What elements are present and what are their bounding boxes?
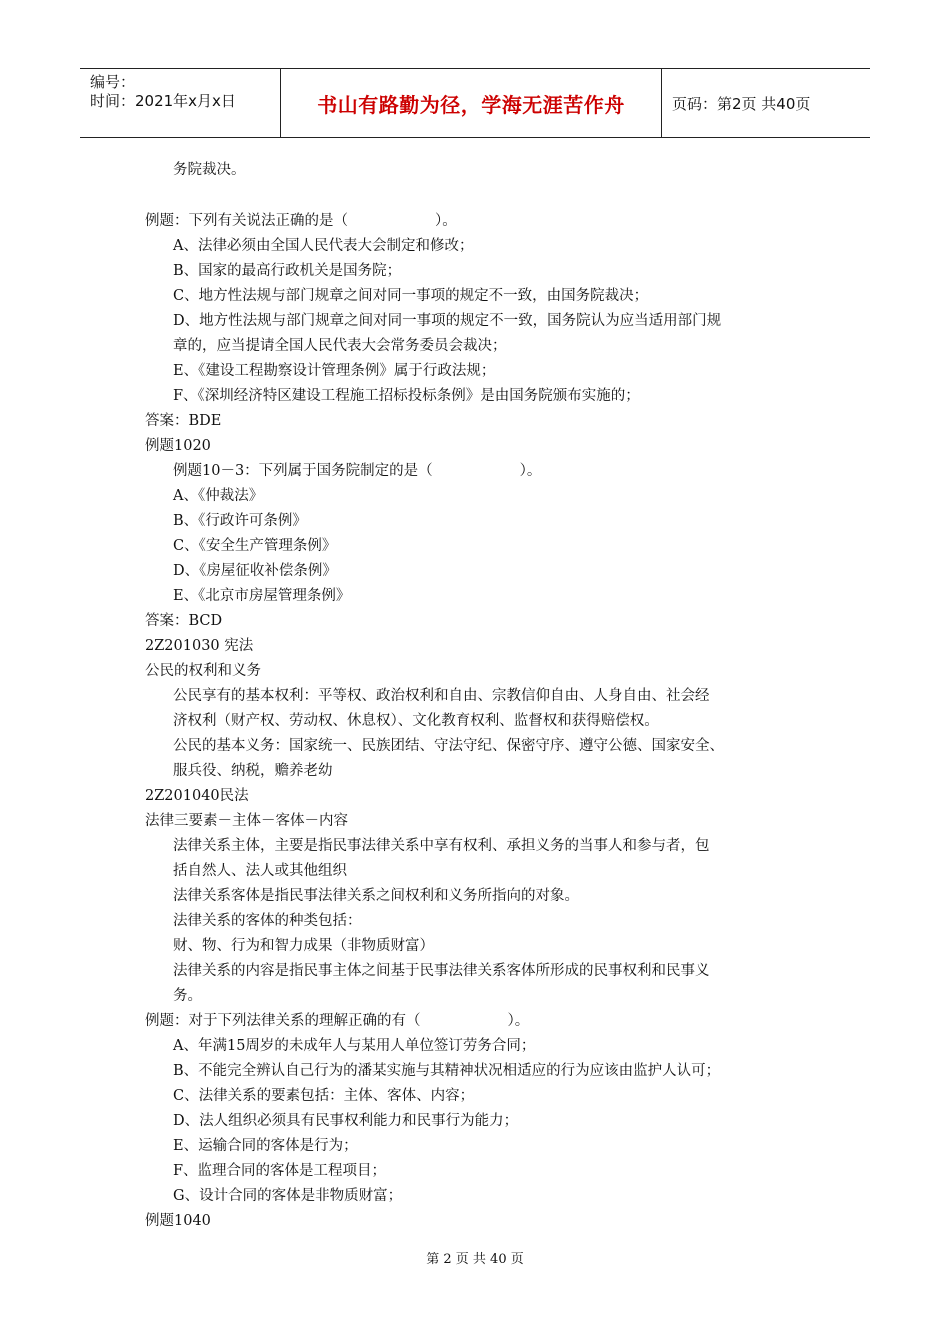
example-heading: 例题1020 — [145, 438, 211, 454]
option-line: E、《北京市房屋管理条例》 — [173, 588, 351, 604]
document-number-label: 编号： — [90, 73, 136, 91]
body-line: 法律关系的客体的种类包括： — [173, 913, 362, 929]
option-line: F、监理合同的客体是工程项目； — [173, 1163, 387, 1179]
option-line: C、《安全生产管理条例》 — [173, 538, 337, 554]
option-line: B、不能完全辨认自己行为的潘某实施与其精神状况相适应的行为应该由监护人认可； — [173, 1063, 721, 1079]
option-line: A、年满15周岁的未成年人与某用人单位签订劳务合同； — [173, 1038, 536, 1054]
header-page-info: 页码：第2页 共40页 — [672, 94, 811, 113]
option-line: C、法律关系的要素包括：主体、客体、内容； — [173, 1088, 475, 1104]
body-line: 公民享有的基本权利：平等权、政治权利和自由、宗教信仰自由、人身自由、社会经 — [173, 688, 710, 704]
body-line: 法律关系的内容是指民事主体之间基于民事法律关系客体所形成的民事权利和民事义 — [173, 963, 710, 979]
body-line: 服兵役、纳税，赡养老幼 — [173, 763, 333, 779]
header-meta-cell — [80, 69, 281, 137]
option-line: D、法人组织必须具有民事权利能力和民事行为能力； — [173, 1113, 519, 1129]
footer-page-number: 第 2 页 共 40 页 — [426, 1252, 524, 1267]
option-line: F、《深圳经济特区建设工程施工招标投标条例》是由国务院颁布实施的； — [173, 388, 640, 404]
option-line: D、《房屋征收补偿条例》 — [173, 563, 337, 579]
example-heading: 例题1040 — [145, 1213, 211, 1229]
body-line: 务。 — [173, 988, 202, 1004]
option-line: E、运输合同的客体是行为； — [173, 1138, 358, 1154]
answer-line: 答案：BCD — [145, 613, 223, 629]
subsection-heading: 法律三要素－主体－客体－内容 — [145, 813, 348, 829]
body-line: 公民的基本义务：国家统一、民族团结、守法守纪、保密守序、遵守公德、国家安全、 — [173, 738, 724, 754]
section-heading: 2Z201030 宪法 — [145, 638, 254, 654]
option-line: A、法律必须由全国人民代表大会制定和修改； — [173, 238, 474, 254]
option-line: D、地方性法规与部门规章之间对同一事项的规定不一致，国务院认为应当适用部门规 — [173, 313, 722, 329]
answer-line: 答案：BDE — [145, 413, 222, 429]
option-line: B、国家的最高行政机关是国务院； — [173, 263, 402, 279]
question-line: 例题：下列有关说法正确的是（ ）。 — [145, 213, 457, 229]
header-motto: 书山有路勤为径，学海无涯苦作舟 — [317, 92, 625, 117]
header-motto-cell — [281, 69, 662, 137]
section-heading: 2Z201040民法 — [145, 788, 249, 804]
body-line: 财、物、行为和智力成果（非物质财富） — [173, 938, 434, 954]
option-line: C、地方性法规与部门规章之间对同一事项的规定不一致，由国务院裁决； — [173, 288, 649, 304]
option-line: B、《行政许可条例》 — [173, 513, 307, 529]
header-page-cell — [662, 69, 870, 137]
page-header — [80, 68, 870, 138]
subsection-heading: 公民的权利和义务 — [145, 663, 261, 679]
option-line: 章的，应当提请全国人民代表大会常务委员会裁决； — [173, 338, 507, 354]
question-line: 例题10－3：下列属于国务院制定的是（ ）。 — [173, 463, 542, 479]
option-line: G、设计合同的客体是非物质财富； — [173, 1188, 403, 1204]
body-line: 括自然人、法人或其他组织 — [173, 863, 347, 879]
body-line: 法律关系客体是指民事法律关系之间权利和义务所指向的对象。 — [173, 888, 579, 904]
body-line: 务院裁决。 — [173, 162, 246, 178]
page-footer — [0, 1248, 950, 1267]
document-time-label: 时间：2021年x月x日 — [90, 92, 236, 110]
question-line: 例题：对于下列法律关系的理解正确的有（ ）。 — [145, 1013, 530, 1029]
body-line: 法律关系主体，主要是指民事法律关系中享有权利、承担义务的当事人和参与者，包 — [173, 838, 710, 854]
body-line: 济权利（财产权、劳动权、休息权）、文化教育权利、监督权和获得赔偿权。 — [173, 713, 659, 729]
option-line: A、《仲裁法》 — [173, 488, 264, 504]
option-line: E、《建设工程勘察设计管理条例》属于行政法规； — [173, 363, 496, 379]
